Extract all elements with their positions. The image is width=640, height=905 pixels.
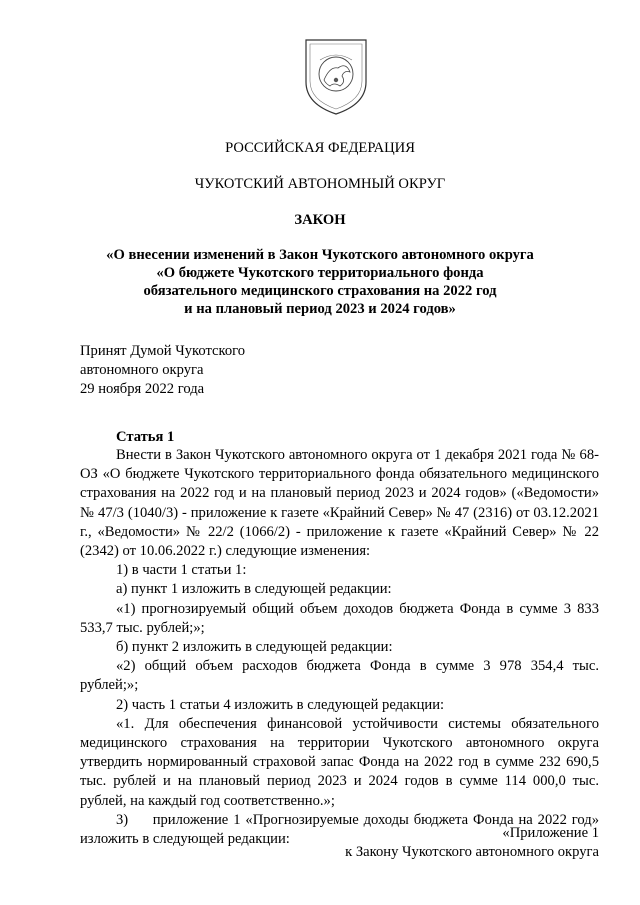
adoption-date: 29 ноября 2022 года — [80, 381, 205, 397]
okrug-title: ЧУКОТСКИЙ АВТОНОМНЫЙ ОКРУГ — [194, 176, 446, 192]
law-title-line-3: обязательного медицинского страхования на 2022 год — [143, 283, 497, 299]
document-type: ЗАКОН — [294, 212, 346, 228]
adoption-line: автономного округа — [80, 362, 204, 378]
article-paragraph: а) пункт 1 изложить в следующей редакции: — [116, 581, 392, 598]
law-title-line-2: «О бюджете Чукотского территориального фонда — [156, 265, 484, 281]
article-body — [80, 446, 603, 849]
federation-title: РОССИЙСКАЯ ФЕДЕРАЦИЯ — [225, 140, 415, 156]
adoption-line: Принят Думой Чукотского — [80, 343, 246, 359]
law-title-line-1: «О внесении изменений в Закон Чукотского автономного округа — [106, 247, 534, 263]
article-title: Статья 1 — [116, 429, 175, 445]
article-paragraph: «2) общий объем расходов бюджета Фонда в сумме 3 978 354,4 тыс. рублей;»; — [80, 658, 599, 694]
law-title-line-4: и на плановый период 2023 и 2024 годов» — [184, 301, 456, 317]
article-paragraph: 2) часть 1 статьи 4 изложить в следующей редакции: — [116, 696, 445, 713]
article-paragraph: 3) приложение 1 «Прогнозируемые доходы бюджета Фонда на 2022 год» изложить в следующей редакции: — [80, 811, 603, 848]
appendix-subheading: к Закону Чукотского автономного округа — [345, 844, 599, 860]
article-paragraph: 1) в части 1 статьи 1: — [116, 562, 247, 579]
article-paragraph: «1. Для обеспечения финансовой устойчивости системы обязательного медицинского страхования на территории Чукотского автономного округа утвердить нормированный страховой запас Фонда на 2022 год в сумме 232 690,5 тыс. рублей и на плановый период 2023 и 2024 годов в сумме 114 000,0 тыс. рублей, на каждый год соответственно.»; — [80, 715, 599, 809]
article-paragraph: «1) прогнозируемый общий объем доходов бюджета Фонда в сумме 3 833 533,7 тыс. рублей;»; — [80, 600, 599, 636]
appendix-heading: «Приложение 1 — [502, 825, 599, 841]
article-paragraph: б) пункт 2 изложить в следующей редакции: — [116, 639, 393, 656]
adoption-block — [80, 342, 245, 399]
article-paragraph: Внести в Закон Чукотского автономного округа от 1 декабря 2021 года № 68-ОЗ «О бюджете Чукотского территориального фонда обязательного медицинского страхования на 2022 год и на плановый период 2023 и 2024 годов» («Ведомости» № 47/3 (1040/3) - приложение к газете «Крайний Север» № 47 (2316) от 03.12.2021 г., «Ведомости» № 22/2 (1066/2) - приложение к газете «Крайний Север» № 22 (2342) от 10.06.2022 г.) следующие изменения: — [80, 447, 599, 560]
chukotka-coat-of-arms-icon — [300, 36, 372, 116]
